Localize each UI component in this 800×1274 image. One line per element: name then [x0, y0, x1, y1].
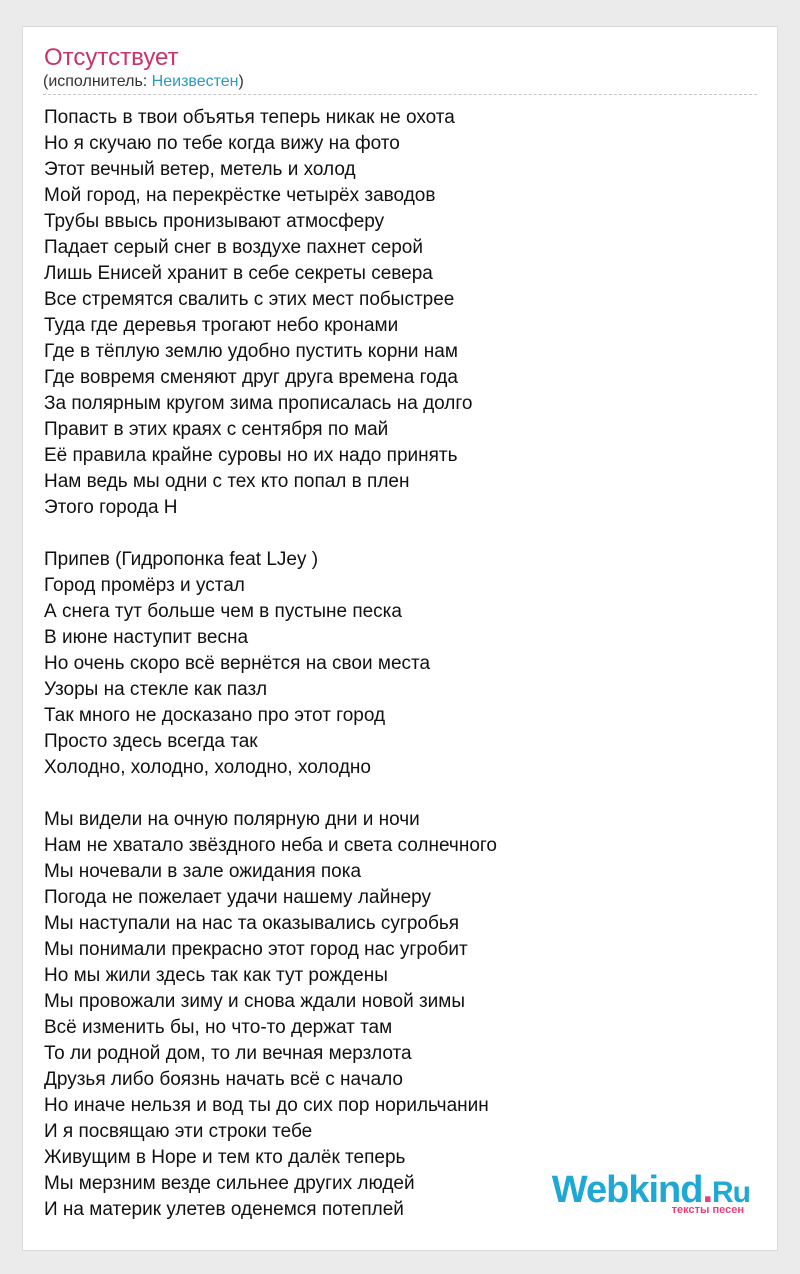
- site-logo[interactable]: [530, 1170, 750, 1220]
- lyric-line: Припев (Гидропонка feat LJey ): [44, 549, 319, 570]
- lyric-line: Этого города Н: [44, 497, 178, 518]
- lyric-line: Лишь Енисей хранит в себе секреты севера: [44, 263, 433, 284]
- lyric-line: Просто здесь всегда так: [44, 731, 258, 752]
- lyric-line: Трубы ввысь пронизывают атмосферу: [44, 211, 385, 232]
- lyric-line: Мы видели на очную полярную дни и ночи: [44, 809, 420, 830]
- lyric-line: За полярным кругом зима прописалась на долго: [44, 393, 473, 414]
- lyric-line: В июне наступит весна: [44, 627, 249, 648]
- lyric-line: Где в тёплую землю удобно пустить корни нам: [44, 341, 458, 362]
- lyric-line: Нам ведь мы одни с тех кто попал в плен: [44, 471, 410, 492]
- song-title: Отсутствует: [44, 44, 179, 71]
- lyric-line: Друзья либо боязнь начать всё с начало: [44, 1069, 403, 1090]
- lyric-line: Но я скучаю по тебе когда вижу на фото: [44, 133, 400, 154]
- lyric-line: Всё изменить бы, но что-то держат там: [44, 1017, 393, 1038]
- lyric-line: А снега тут больше чем в пустыне песка: [44, 601, 402, 622]
- lyric-line: Но очень скоро всё вернётся на свои места: [44, 653, 431, 674]
- lyric-line: Правит в этих краях с сентября по май: [44, 419, 389, 440]
- lyric-line: Нам не хватало звёздного неба и света солнечного: [44, 835, 497, 856]
- lyric-line: Но мы жили здесь так как тут рождены: [44, 965, 388, 986]
- lyric-line: Падает серый снег в воздухе пахнет серой: [44, 237, 423, 258]
- lyric-line: Узоры на стекле как пазл: [44, 679, 268, 700]
- lyric-line: Мы понимали прекрасно этот город нас угробит: [44, 939, 468, 960]
- lyric-line: Город промёрз и устал: [44, 575, 245, 596]
- logo-tagline: тексты песен: [671, 1204, 744, 1216]
- lyric-line: Мы ночевали в зале ожидания пока: [44, 861, 362, 882]
- lyric-line: Её правила крайне суровы но их надо принять: [44, 445, 458, 466]
- lyric-line: Все стремятся свалить с этих мест побыстрее: [44, 289, 455, 310]
- lyric-line: Попасть в твои объятья теперь никак не охота: [44, 107, 455, 128]
- lyric-line: Туда где деревья трогают небо кронами: [44, 315, 399, 336]
- lyrics-stanza: [44, 547, 744, 781]
- lyric-line: Погода не пожелает удачи нашему лайнеру: [44, 887, 432, 908]
- logo-name: Webkind: [551, 1169, 703, 1211]
- lyric-line: Где вовремя сменяют друг друга времена года: [44, 367, 458, 388]
- lyric-line: Но иначе нельзя и вод ты до сих пор норильчанин: [44, 1095, 489, 1116]
- logo-tld: Ru: [712, 1176, 750, 1209]
- artist-link[interactable]: Неизвестен: [151, 73, 239, 90]
- lyrics-stanza: [44, 105, 744, 521]
- lyric-line: Мой город, на перекрёстке четырёх заводов: [44, 185, 436, 206]
- artist-suffix: ): [238, 73, 244, 90]
- lyric-line: Мы провожали зиму и снова ждали новой зимы: [44, 991, 466, 1012]
- lyric-line: Так много не досказано про этот город: [44, 705, 386, 726]
- lyrics-card: [22, 26, 778, 1251]
- lyric-line: Мы наступали на нас та оказывались сугробья: [44, 913, 460, 934]
- lyrics-stanza: [44, 807, 744, 1223]
- title-divider: [43, 94, 757, 95]
- lyric-line: Холодно, холодно, холодно, холодно: [44, 757, 371, 778]
- lyric-line: Живущим в Норе и тем кто далёк теперь: [44, 1147, 406, 1168]
- lyric-line: И на материк улетев оденемся потеплей: [44, 1199, 404, 1220]
- lyrics-text: [44, 105, 744, 1249]
- lyric-line: И я посвящаю эти строки тебе: [44, 1121, 313, 1142]
- logo-dot: .: [702, 1169, 712, 1211]
- artist-prefix: (исполнитель:: [43, 73, 152, 90]
- lyric-line: Мы мерзним везде сильнее других людей: [44, 1173, 415, 1194]
- lyric-line: То ли родной дом, то ли вечная мерзлота: [44, 1043, 412, 1064]
- artist-line: [43, 73, 244, 91]
- lyric-line: Этот вечный ветер, метель и холод: [44, 159, 356, 180]
